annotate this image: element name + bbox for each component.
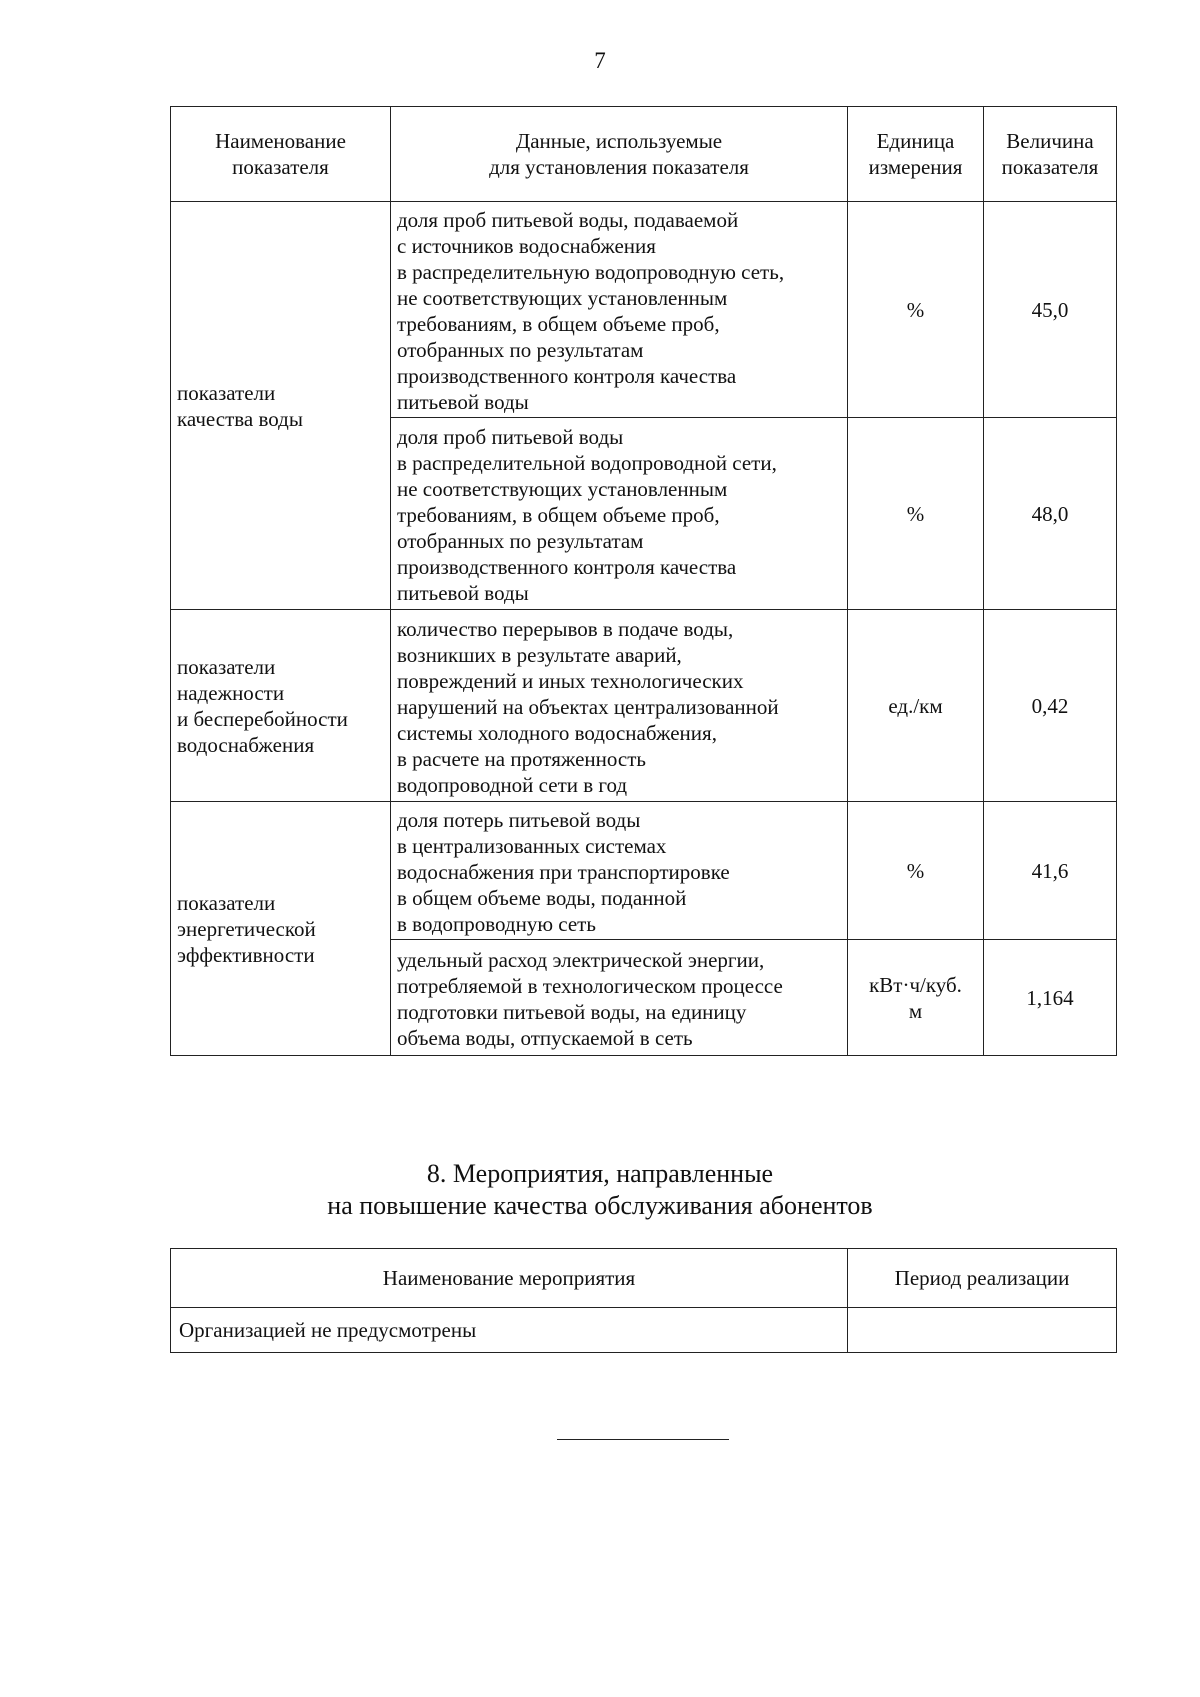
indicator-value: 45,0 xyxy=(984,202,1117,418)
cell-line: удельный расход электрической энергии, xyxy=(397,947,765,972)
indicator-row xyxy=(171,802,1117,940)
cell-line: не соответствующих установленным xyxy=(397,476,728,501)
cell-line: количество перерывов в подаче воды, xyxy=(397,616,734,641)
indicator-row xyxy=(171,610,1117,802)
cell-line: с источников водоснабжения xyxy=(397,233,656,258)
measures-table xyxy=(170,1248,1117,1353)
measure-period xyxy=(848,1308,1117,1353)
cell-line: нарушений на объектах централизованной xyxy=(397,694,779,719)
indicator-value: 1,164 xyxy=(984,940,1117,1056)
header-line: Данные, используемые xyxy=(515,129,723,153)
cell-line: системы холодного водоснабжения, xyxy=(397,720,717,745)
cell-line: в общем объеме воды, поданной xyxy=(397,885,687,910)
cell-line: водопроводной сети в год xyxy=(397,772,628,797)
header-line: Наименование xyxy=(215,129,346,153)
cell-line: питьевой воды xyxy=(397,389,529,414)
cell-line: требованиям, в общем объеме проб, xyxy=(397,502,720,527)
cell-line: % xyxy=(906,501,925,526)
cell-line: в централизованных системах xyxy=(397,833,667,858)
header-measure-name: Наименование мероприятия xyxy=(171,1249,848,1308)
measure-name: Организацией не предусмотрены xyxy=(171,1308,848,1353)
cell-line: питьевой воды xyxy=(397,580,529,605)
cell-line: % xyxy=(906,858,925,883)
indicator-value: 41,6 xyxy=(984,802,1117,940)
indicator-unit xyxy=(848,202,984,418)
cell-line: надежности xyxy=(177,680,285,705)
header-line: для установления показателя xyxy=(489,155,749,179)
cell-line: энергетической xyxy=(177,916,316,941)
cell-line: повреждений и иных технологических xyxy=(397,668,744,693)
page-number: 7 xyxy=(594,48,606,73)
indicator-group-name xyxy=(171,202,391,610)
indicator-unit xyxy=(848,610,984,802)
cell-line: водоснабжения при транспортировке xyxy=(397,859,730,884)
cell-line: качества воды xyxy=(177,406,303,431)
cell-line: отобранных по результатам xyxy=(397,528,644,553)
header-line: Единица xyxy=(876,129,955,153)
cell-line: в распределительную водопроводную сеть, xyxy=(397,259,785,284)
indicator-description xyxy=(391,610,848,802)
cell-line: доля проб питьевой воды xyxy=(397,424,624,449)
cell-line: и бесперебойности xyxy=(177,706,348,731)
cell-line: не соответствующих установленным xyxy=(397,285,728,310)
cell-line: м xyxy=(908,998,923,1023)
header-line: показателя xyxy=(1001,155,1099,179)
end-rule xyxy=(557,1439,729,1440)
indicator-description xyxy=(391,202,848,418)
cell-line: подготовки питьевой воды, на единицу xyxy=(397,999,747,1024)
indicators-table xyxy=(170,106,1117,1056)
indicator-description xyxy=(391,940,848,1056)
indicator-group-name xyxy=(171,610,391,802)
indicator-description xyxy=(391,802,848,940)
cell-line: требованиям, в общем объеме проб, xyxy=(397,311,720,336)
measures-body xyxy=(171,1308,1117,1353)
indicator-row xyxy=(171,202,1117,418)
indicator-unit xyxy=(848,802,984,940)
cell-line: в водопроводную сеть xyxy=(397,911,596,936)
section-title-line: на повышение качества обслуживания абонентов xyxy=(327,1191,873,1220)
measures-header-row xyxy=(171,1249,1117,1308)
header-line: показателя xyxy=(232,155,329,179)
indicator-unit xyxy=(848,940,984,1056)
header-unit xyxy=(848,107,984,202)
cell-line: показатели xyxy=(177,380,276,405)
indicators-header-row xyxy=(171,107,1117,202)
header-indicator-name xyxy=(171,107,391,202)
cell-line: показатели xyxy=(177,890,276,915)
cell-line: потребляемой в технологическом процессе xyxy=(397,973,783,998)
cell-line: доля потерь питьевой воды xyxy=(397,807,641,832)
cell-line: водоснабжения xyxy=(177,732,315,757)
cell-line: производственного контроля качества xyxy=(397,554,737,579)
cell-line: в распределительной водопроводной сети, xyxy=(397,450,777,475)
indicator-group-name xyxy=(171,802,391,1056)
cell-line: объема воды, отпускаемой в сеть xyxy=(397,1025,693,1050)
header-value xyxy=(984,107,1117,202)
indicator-unit xyxy=(848,418,984,610)
cell-line: показатели xyxy=(177,654,276,679)
cell-line: возникших в результате аварий, xyxy=(397,642,682,667)
cell-line: кВт·ч/куб. xyxy=(869,972,962,997)
indicator-value: 0,42 xyxy=(984,610,1117,802)
indicator-value: 48,0 xyxy=(984,418,1117,610)
header-period: Период реализации xyxy=(848,1249,1117,1308)
header-line: измерения xyxy=(868,155,963,179)
cell-line: в расчете на протяженность xyxy=(397,746,646,771)
cell-line: ед./км xyxy=(888,693,943,718)
cell-line: % xyxy=(906,297,925,322)
section-title-line: 8. Мероприятия, направленные xyxy=(426,1159,774,1188)
header-line: Величина xyxy=(1006,129,1094,153)
section-8-title xyxy=(0,1158,1200,1222)
indicators-body xyxy=(171,202,1117,1056)
cell-line: доля проб питьевой воды, подаваемой xyxy=(397,207,739,232)
cell-line: отобранных по результатам xyxy=(397,337,644,362)
measure-row xyxy=(171,1308,1117,1353)
cell-line: эффективности xyxy=(177,942,315,967)
header-indicator-data xyxy=(391,107,848,202)
indicator-description xyxy=(391,418,848,610)
cell-line: производственного контроля качества xyxy=(397,363,737,388)
